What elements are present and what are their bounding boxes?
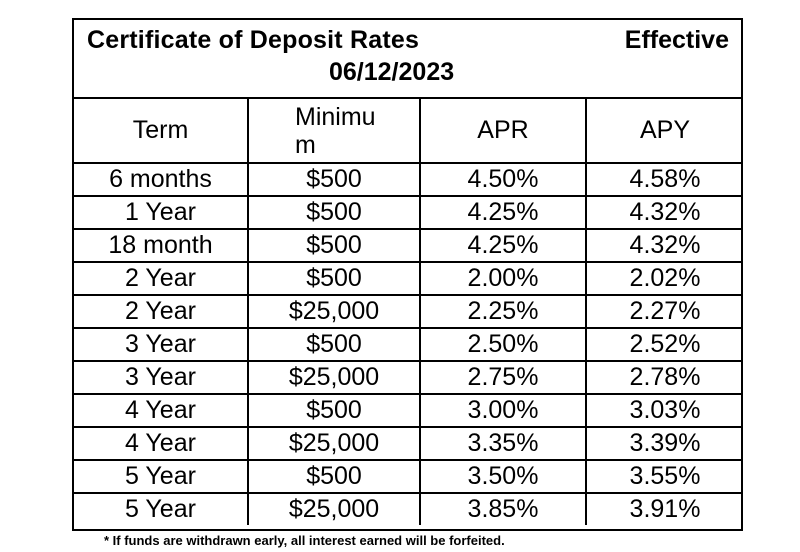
table-row (74, 460, 743, 493)
cell-minimum: $500 (248, 163, 420, 196)
cell-term: 2 Year (74, 295, 248, 328)
cell-minimum: $500 (248, 262, 420, 295)
column-header-minimum-line1: Minimu (295, 102, 376, 131)
cell-term: 4 Year (74, 427, 248, 460)
table-row (74, 394, 743, 427)
cell-term: 5 Year (74, 460, 248, 493)
column-header-apr: APR (420, 99, 586, 163)
column-header-term: Term (74, 99, 248, 163)
effective-label: Effective (624, 26, 729, 54)
cell-apr: 4.25% (420, 196, 586, 229)
cell-apr: 4.50% (420, 163, 586, 196)
footnote: * If funds are withdrawn early, all interest earned will be forfeited. (104, 533, 505, 548)
cell-minimum: $25,000 (248, 427, 420, 460)
table-row (74, 361, 743, 394)
cell-apy: 3.03% (586, 394, 743, 427)
cell-apr: 2.25% (420, 295, 586, 328)
effective-date: 06/12/2023 (329, 58, 455, 86)
cell-term: 2 Year (74, 262, 248, 295)
cell-minimum: $500 (248, 229, 420, 262)
cell-apy: 2.27% (586, 295, 743, 328)
cell-term: 1 Year (74, 196, 248, 229)
cell-minimum: $500 (248, 394, 420, 427)
cell-term: 3 Year (74, 361, 248, 394)
table-row (74, 163, 743, 196)
cell-apy: 2.52% (586, 328, 743, 361)
cell-minimum: $500 (248, 328, 420, 361)
cell-term: 5 Year (74, 493, 248, 525)
cell-minimum: $25,000 (248, 295, 420, 328)
cell-apr: 2.75% (420, 361, 586, 394)
cell-term: 6 months (74, 163, 248, 196)
cell-apr: 2.00% (420, 262, 586, 295)
table-row (74, 427, 743, 460)
rate-sheet (72, 18, 743, 531)
cell-apy: 4.58% (586, 163, 743, 196)
cell-apr: 3.50% (420, 460, 586, 493)
table-row (74, 196, 743, 229)
cell-apy: 3.39% (586, 427, 743, 460)
table-row (74, 229, 743, 262)
table-row (74, 295, 743, 328)
column-header-apy: APY (586, 99, 743, 163)
cell-minimum: $25,000 (248, 361, 420, 394)
column-header-minimum-line2: m (295, 130, 316, 159)
title-bar (74, 20, 741, 99)
column-header-minimum (248, 99, 420, 163)
cell-minimum: $25,000 (248, 493, 420, 525)
cell-term: 18 month (74, 229, 248, 262)
cell-minimum: $500 (248, 460, 420, 493)
table-row (74, 493, 743, 525)
rates-table (74, 99, 743, 525)
sheet-title: Certificate of Deposit Rates (87, 26, 420, 54)
cell-apy: 2.02% (586, 262, 743, 295)
table-row (74, 262, 743, 295)
cell-apr: 3.00% (420, 394, 586, 427)
cell-apy: 2.78% (586, 361, 743, 394)
cell-apy: 3.91% (586, 493, 743, 525)
cell-apr: 3.35% (420, 427, 586, 460)
cell-apr: 2.50% (420, 328, 586, 361)
cell-minimum: $500 (248, 196, 420, 229)
table-header-row (74, 99, 743, 163)
cell-apy: 4.32% (586, 229, 743, 262)
cell-apy: 3.55% (586, 460, 743, 493)
cell-apr: 4.25% (420, 229, 586, 262)
cell-term: 4 Year (74, 394, 248, 427)
table-row (74, 328, 743, 361)
cell-apy: 4.32% (586, 196, 743, 229)
cell-term: 3 Year (74, 328, 248, 361)
cell-apr: 3.85% (420, 493, 586, 525)
